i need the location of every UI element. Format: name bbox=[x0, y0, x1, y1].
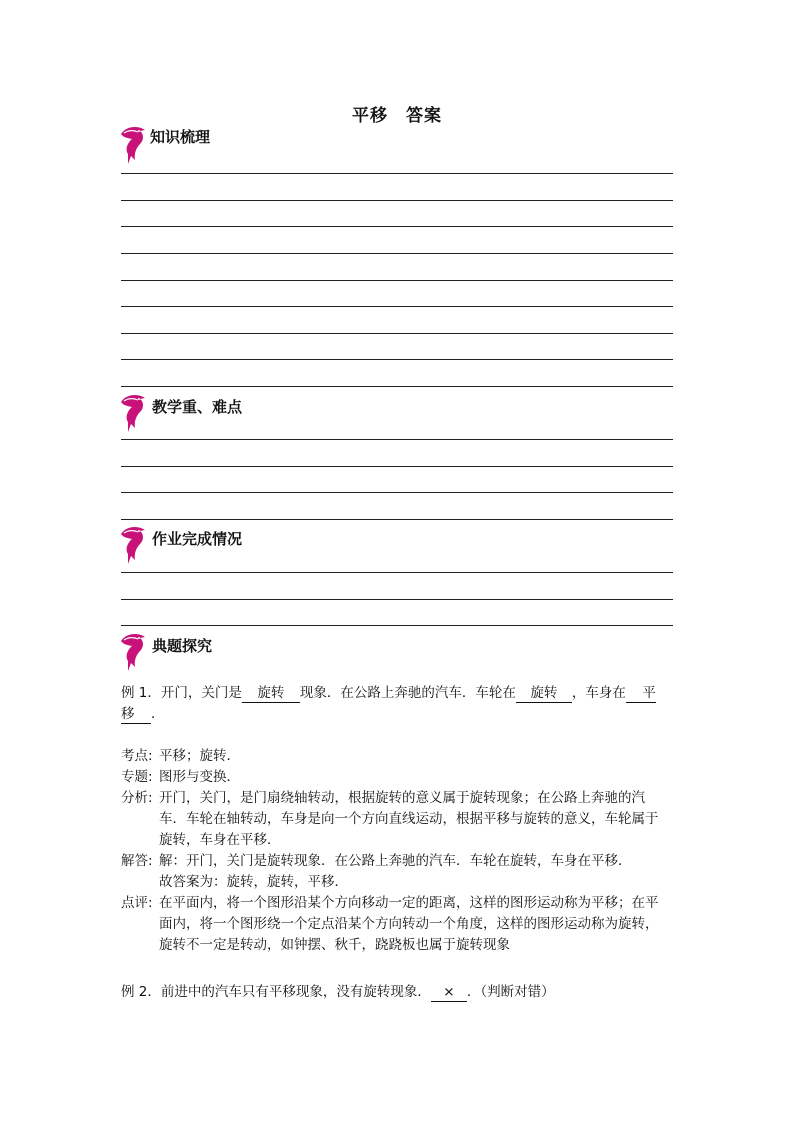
kaodian-label: 考点: bbox=[121, 748, 153, 764]
jieda-label: 解答: bbox=[121, 853, 153, 869]
writing-line bbox=[121, 439, 673, 440]
analysis-kaodian bbox=[121, 746, 240, 767]
example1-text: 例 1．开门，关门是 bbox=[121, 685, 242, 701]
analysis-zhuanti bbox=[121, 767, 240, 788]
writing-line bbox=[121, 466, 673, 467]
writing-line bbox=[121, 200, 673, 201]
writing-line bbox=[121, 253, 673, 254]
example1-question bbox=[121, 683, 656, 704]
fenxi-text: 车．车轮在轴转动，车身是向一个方向直线运动，根据平移与旋转的意义，车轮属于 bbox=[159, 811, 659, 827]
section-title-homework: 作业完成情况 bbox=[152, 530, 243, 548]
writing-line bbox=[121, 359, 673, 360]
dolphin-icon bbox=[118, 124, 148, 168]
kaodian-text: 平移；旋转． bbox=[159, 748, 240, 764]
example2-text: ．（判断对错） bbox=[466, 984, 555, 1000]
analysis-dianping bbox=[121, 893, 659, 914]
section-title-key-points: 教学重、难点 bbox=[152, 398, 243, 416]
dolphin-icon bbox=[118, 392, 148, 436]
writing-line bbox=[121, 492, 673, 493]
writing-line bbox=[121, 306, 673, 307]
fenxi-text: 开门，关门，是门扇绕轴转动，根据旋转的意义属于旋转现象；在公路上奔驰的汽 bbox=[159, 790, 645, 806]
writing-line bbox=[121, 173, 673, 174]
dolphin-icon bbox=[118, 524, 148, 568]
answer-blank-1: 旋转 bbox=[242, 685, 300, 703]
zhuanti-text: 图形与变换． bbox=[159, 769, 240, 785]
dianping-text: 旋转不一定是转动，如钟摆、秋千，跷跷板也属于旋转现象 bbox=[159, 937, 510, 953]
dolphin-icon bbox=[118, 631, 148, 675]
writing-line bbox=[121, 280, 673, 281]
dianping-label: 点评: bbox=[121, 895, 153, 911]
dianping-text: 在平面内，将一个图形沿某个方向移动一定的距离，这样的图形运动称为平移；在平 bbox=[159, 895, 659, 911]
zhuanti-label: 专题: bbox=[121, 769, 153, 785]
section-title-knowledge: 知识梳理 bbox=[150, 128, 211, 146]
example2-question bbox=[121, 982, 555, 1003]
example2-text: 例 2．前进中的汽车只有平移现象，没有旋转现象． bbox=[121, 984, 431, 1000]
example1-text: 现象．在公路上奔驰的汽车．车轮在 bbox=[299, 685, 516, 701]
dianping-text: 面内，将一个图形绕一个定点沿某个方向转动一个角度，这样的图形运动称为旋转， bbox=[159, 916, 659, 932]
writing-line bbox=[121, 226, 673, 227]
analysis-jieda bbox=[121, 851, 632, 872]
answer-blank-3: 平 bbox=[626, 685, 656, 703]
fenxi-label: 分析: bbox=[121, 790, 153, 806]
writing-line bbox=[121, 625, 673, 626]
fenxi-text: 旋转，车身在平移． bbox=[159, 832, 281, 848]
jieda-text: 故答案为：旋转，旋转，平移． bbox=[159, 874, 348, 890]
writing-line bbox=[121, 599, 673, 600]
analysis-fenxi bbox=[121, 788, 645, 809]
section-title-examples: 典题探究 bbox=[152, 637, 213, 655]
answer-blank-2: 旋转 bbox=[516, 685, 572, 703]
example1-question-cont bbox=[121, 704, 165, 725]
answer-blank-judge: × bbox=[431, 984, 467, 1002]
answer-blank-3-cont: 移 bbox=[121, 706, 151, 724]
example1-text: ． bbox=[151, 706, 165, 722]
jieda-text: 解：开门，关门是旋转现象．在公路上奔驰的汽车．车轮在旋转，车身在平移． bbox=[159, 853, 632, 869]
writing-line bbox=[121, 386, 673, 387]
writing-line bbox=[121, 333, 673, 334]
writing-line bbox=[121, 572, 673, 573]
page-title: 平移 答案 bbox=[352, 106, 442, 126]
example1-text: ，车身在 bbox=[571, 685, 626, 701]
writing-line bbox=[121, 519, 673, 520]
